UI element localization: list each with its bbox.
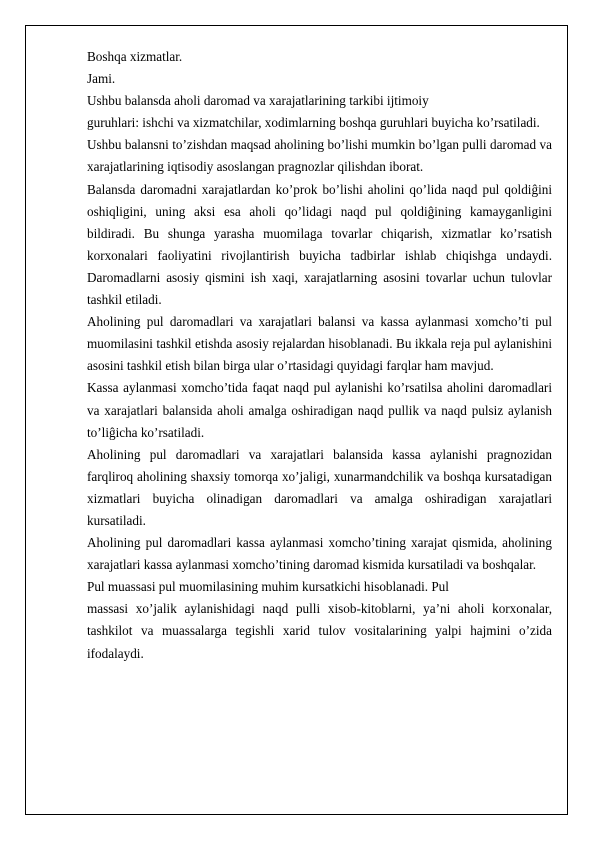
paragraph-line: Boshqa xizmatlar.	[87, 49, 183, 64]
paragraph: massasi xo’jalik aylanishidagi naqd pulli xisob-kitoblarni, ya’ni aholi korxonalar, tashkilot va muassalarga tegishli xarid tulov vositalarining yalpi hajmini o’zida ifodalaydi.	[87, 601, 552, 661]
paragraph: Aholining pul daromadlari va xarajatlari balansi va kassa aylanmasi xomcho’ti pul muomilasini tashkil etishda asosiy rejalardan hisoblanadi. Bu ikkala reja pul aylanishini asosini tashkil etish bilan birga ular o’rtasidagi quyidagi farqlar ham mavjud.	[87, 314, 552, 374]
paragraph-line: Ushbu balansda aholi daromad va xarajatlarining tarkibi ijtimoiy	[87, 93, 429, 109]
paragraph: Balansda daromadni xarajatlardan ko’prok bo’lishi aholini qo’lida naqd pul qoldiĝini oshiqligini, uning aksi esa aholi qo’lidagi naqd pul qoldiĝining kamayganligini bildiradi. Bu shunga yarasha muomilaga tovarlar chiqarish, xizmatlar ko’rsatish korxonalari faoliyatini rivojlantirish buyicha tadbirlar ishlab chiqishga undaydi. Daromadlarni asosiy qismini ish xaqi, xarajatlarning asosini tovarlar uchun tulovlar tashkil etiladi.	[87, 181, 552, 308]
paragraph-line: Jami.	[87, 71, 116, 87]
paragraph-line: Pul muassasi pul muomilasining muhim kursatkichi hisoblanadi. Pul	[87, 579, 449, 595]
paragraph: Aholining pul daromadlari kassa aylanmasi xomcho’tining xarajat qismida, aholining xarajatlari kassa aylanmasi xomcho’tining daromad kismida kursatiladi va boshqalar.	[87, 535, 552, 573]
paragraph: Ushbu balansni to’zishdan maqsad aholining bo’lishi mumkin bo’lgan pulli daromad va xarajatlarining iqtisodiy asoslangan pragnozlar qilishdan iborat.	[87, 137, 552, 175]
paragraph: Kassa aylanmasi xomcho’tida faqat naqd pul aylanishi ko’rsatilsa aholini daromadlari va xarajatlari balansida aholi amalga oshiradigan naqd pullik va naqd pulsiz aylanish to’liĝicha ko’rsatiladi.	[87, 380, 552, 440]
document-body	[87, 46, 552, 665]
paragraph: guruhlari: ishchi va xizmatchilar, xodimlarning boshqa guruhlari buyicha ko’rsatiladi.	[87, 115, 540, 131]
paragraph: Aholining pul daromadlari va xarajatlari balansida kassa aylanishi pragnozidan farqliroq aholining shaxsiy tomorqa xo’jaligi, xunarmandchilik va boshqa kursatadigan xizmatlari buyicha olinadigan daromadlari va amalga oshiradigan xarajatlari kursatiladi.	[87, 446, 552, 528]
